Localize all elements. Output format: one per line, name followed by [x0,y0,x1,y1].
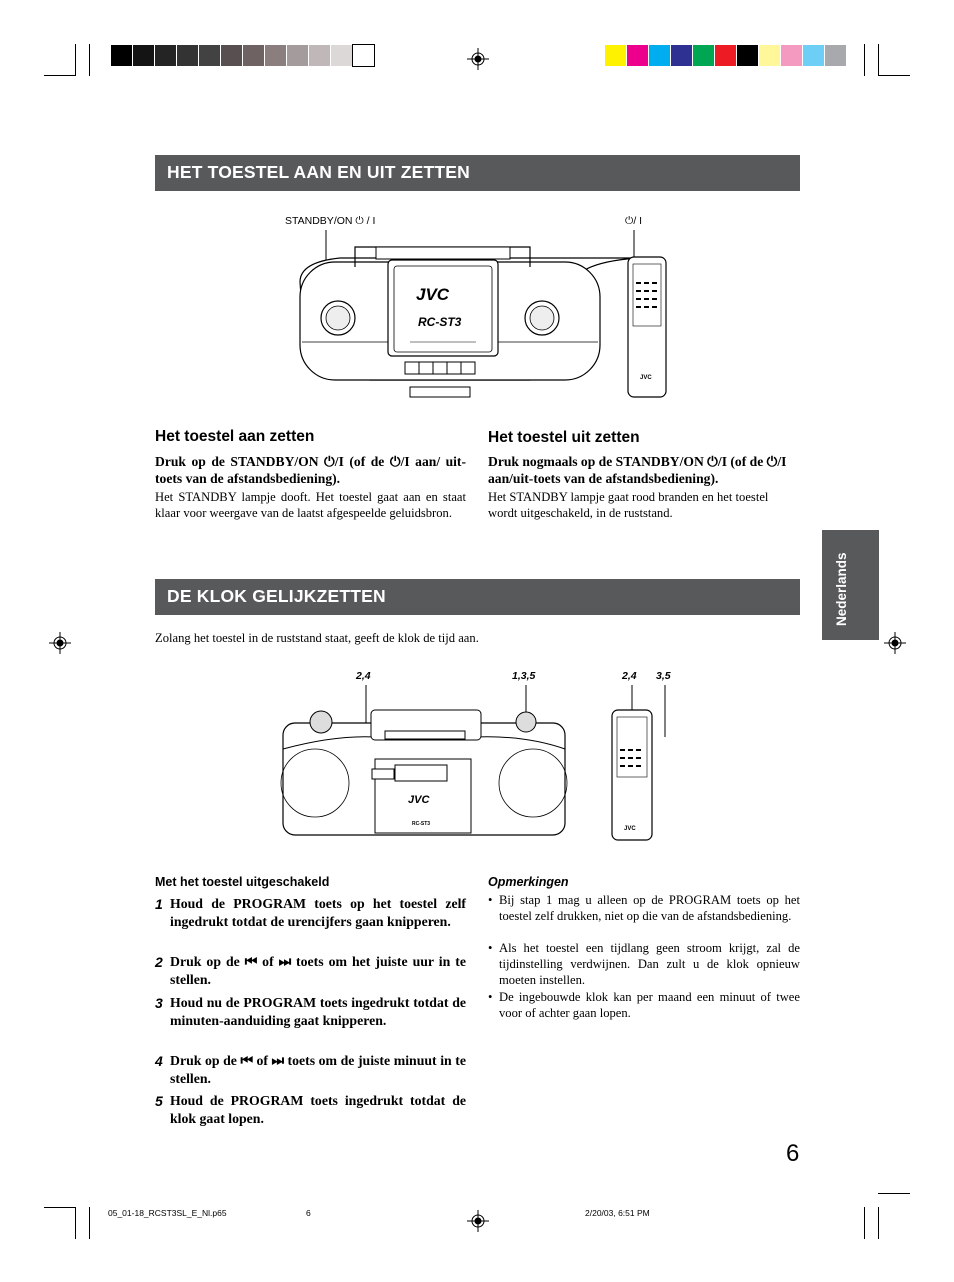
color-swatch [825,45,846,66]
note-text: Bij stap 1 mag u alleen op de PROGRAM toets op het toestel zelf drukken, niet op die van de afstandsbediening. [499,893,800,923]
bullet-icon: • [488,990,493,1004]
callout-label: 2,4 [356,670,371,682]
svg-text:JVC: JVC [624,826,636,832]
step-item [155,994,466,1030]
gray-swatch [199,45,220,66]
note-item [488,989,800,1021]
step-item [155,1092,466,1128]
svg-text:JVC: JVC [640,375,652,381]
step-text: Houd de PROGRAM toets ingedrukt totdat de klok gaat lopen. [170,1093,466,1126]
step-text: Druk op de ⏮ of ⏭ toets om het juiste uur in te stellen. [170,954,466,987]
color-swatch [605,45,626,66]
section-header-power [155,155,800,191]
section-header-clock [155,579,800,615]
svg-text:RC-ST3: RC-ST3 [412,821,431,827]
footer-date: 2/20/03, 6:51 PM [585,1208,650,1218]
section-title: DE KLOK GELIJKZETTEN [167,586,386,606]
step-text: Druk op de ⏮ of ⏭ toets om de juiste minuut in te stellen. [170,1053,466,1086]
gray-swatch [309,45,330,66]
callout-label: 1,3,5 [512,670,536,682]
language-label: Nederlands [834,552,849,626]
color-swatch [627,45,648,66]
note-text: Als het toestel een tijdlang geen stroom krijgt, zal de tijdinstelling verdwijnen. Dan zult u de klok opnieuw moeten instellen. [499,941,800,987]
color-swatch [715,45,736,66]
svg-text:JVC: JVC [408,794,430,806]
gray-swatch [221,45,242,66]
gray-swatch [353,45,374,66]
step-text: Houd de PROGRAM toets op het toestel zelf ingedrukt totdat de urencijfers gaan knipperen. [170,896,466,929]
gray-swatch [111,45,132,66]
step-item [155,895,466,931]
callout-label: 3,5 [656,670,671,682]
step-item [155,953,466,989]
gray-swatch [331,45,352,66]
gray-swatch [133,45,154,66]
color-swatch [781,45,802,66]
language-side-tab [822,530,879,640]
remote-power-label: ⏻/ I [625,215,643,227]
notes-heading: Opmerkingen [488,875,569,889]
gray-swatch [155,45,176,66]
footer-filename: 05_01-18_RCST3SL_E_Nl.p65 [108,1208,227,1218]
boombox-front-illustration [275,665,685,850]
registration-mark-bottom [467,1210,489,1232]
power-on-instruction: Druk op de STANDBY/ON ⏻/I (of de ⏻/I aan/ uit-toets van de afstandsbediening). [155,454,466,486]
registration-mark-right [884,632,906,654]
power-on-body: Het STANDBY lampje dooft. Het toestel gaat aan en staat klaar voor weergave van de laatst afgespeelde geluidsbron. [155,490,466,520]
note-item [488,940,800,988]
color-swatch [693,45,714,66]
gray-swatch [177,45,198,66]
bullet-icon: • [488,941,493,955]
power-symbol-icon: ⏻ / I [355,215,376,227]
power-off-heading: Het toestel uit zetten [488,429,640,446]
page-number: 6 [786,1140,800,1167]
note-text: De ingebouwde klok kan per maand een minuut of twee voor of achter gaan lopen. [499,990,800,1020]
color-swatch [671,45,692,66]
footer-page: 6 [306,1208,311,1218]
bullet-icon: • [488,893,493,907]
figure-clock-diagram [275,665,685,850]
registration-mark-left [49,632,71,654]
step-number: 5 [155,1093,163,1109]
step-number: 4 [155,1053,163,1069]
step-number: 3 [155,995,163,1011]
steps-heading: Met het toestel uitgeschakeld [155,875,330,889]
callout-label: 2,4 [622,670,637,682]
power-off-instruction: Druk nogmaals op de STANDBY/ON ⏻/I (of de ⏻/I aan/uit-toets van de afstandsbediening). [488,454,787,486]
section-title: HET TOESTEL AAN EN UIT ZETTEN [167,162,470,182]
note-item [488,892,800,924]
registration-mark-top [467,48,489,70]
color-swatch [759,45,780,66]
gray-swatch [287,45,308,66]
clock-intro: Zolang het toestel in de ruststand staat, geeft de klok de tijd aan. [155,631,479,645]
standby-label: STANDBY/ON [285,215,353,227]
color-swatch [803,45,824,66]
step-number: 2 [155,954,163,970]
gray-swatch [243,45,264,66]
step-item [155,1052,466,1088]
figure-power-diagram [280,212,700,407]
step-text: Houd nu de PROGRAM toets ingedrukt totdat de minuten-aanduiding gaat knipperen. [170,995,466,1028]
svg-text:JVC: JVC [416,285,450,304]
boombox-top-illustration [280,212,700,407]
color-swatch [737,45,758,66]
svg-text:RC-ST3: RC-ST3 [418,315,462,329]
power-on-heading: Het toestel aan zetten [155,428,315,445]
color-swatch [649,45,670,66]
step-number: 1 [155,896,163,912]
power-off-body: Het STANDBY lampje gaat rood branden en het toestel wordt uitgeschakeld, in de ruststand. [488,490,769,520]
gray-swatch [265,45,286,66]
